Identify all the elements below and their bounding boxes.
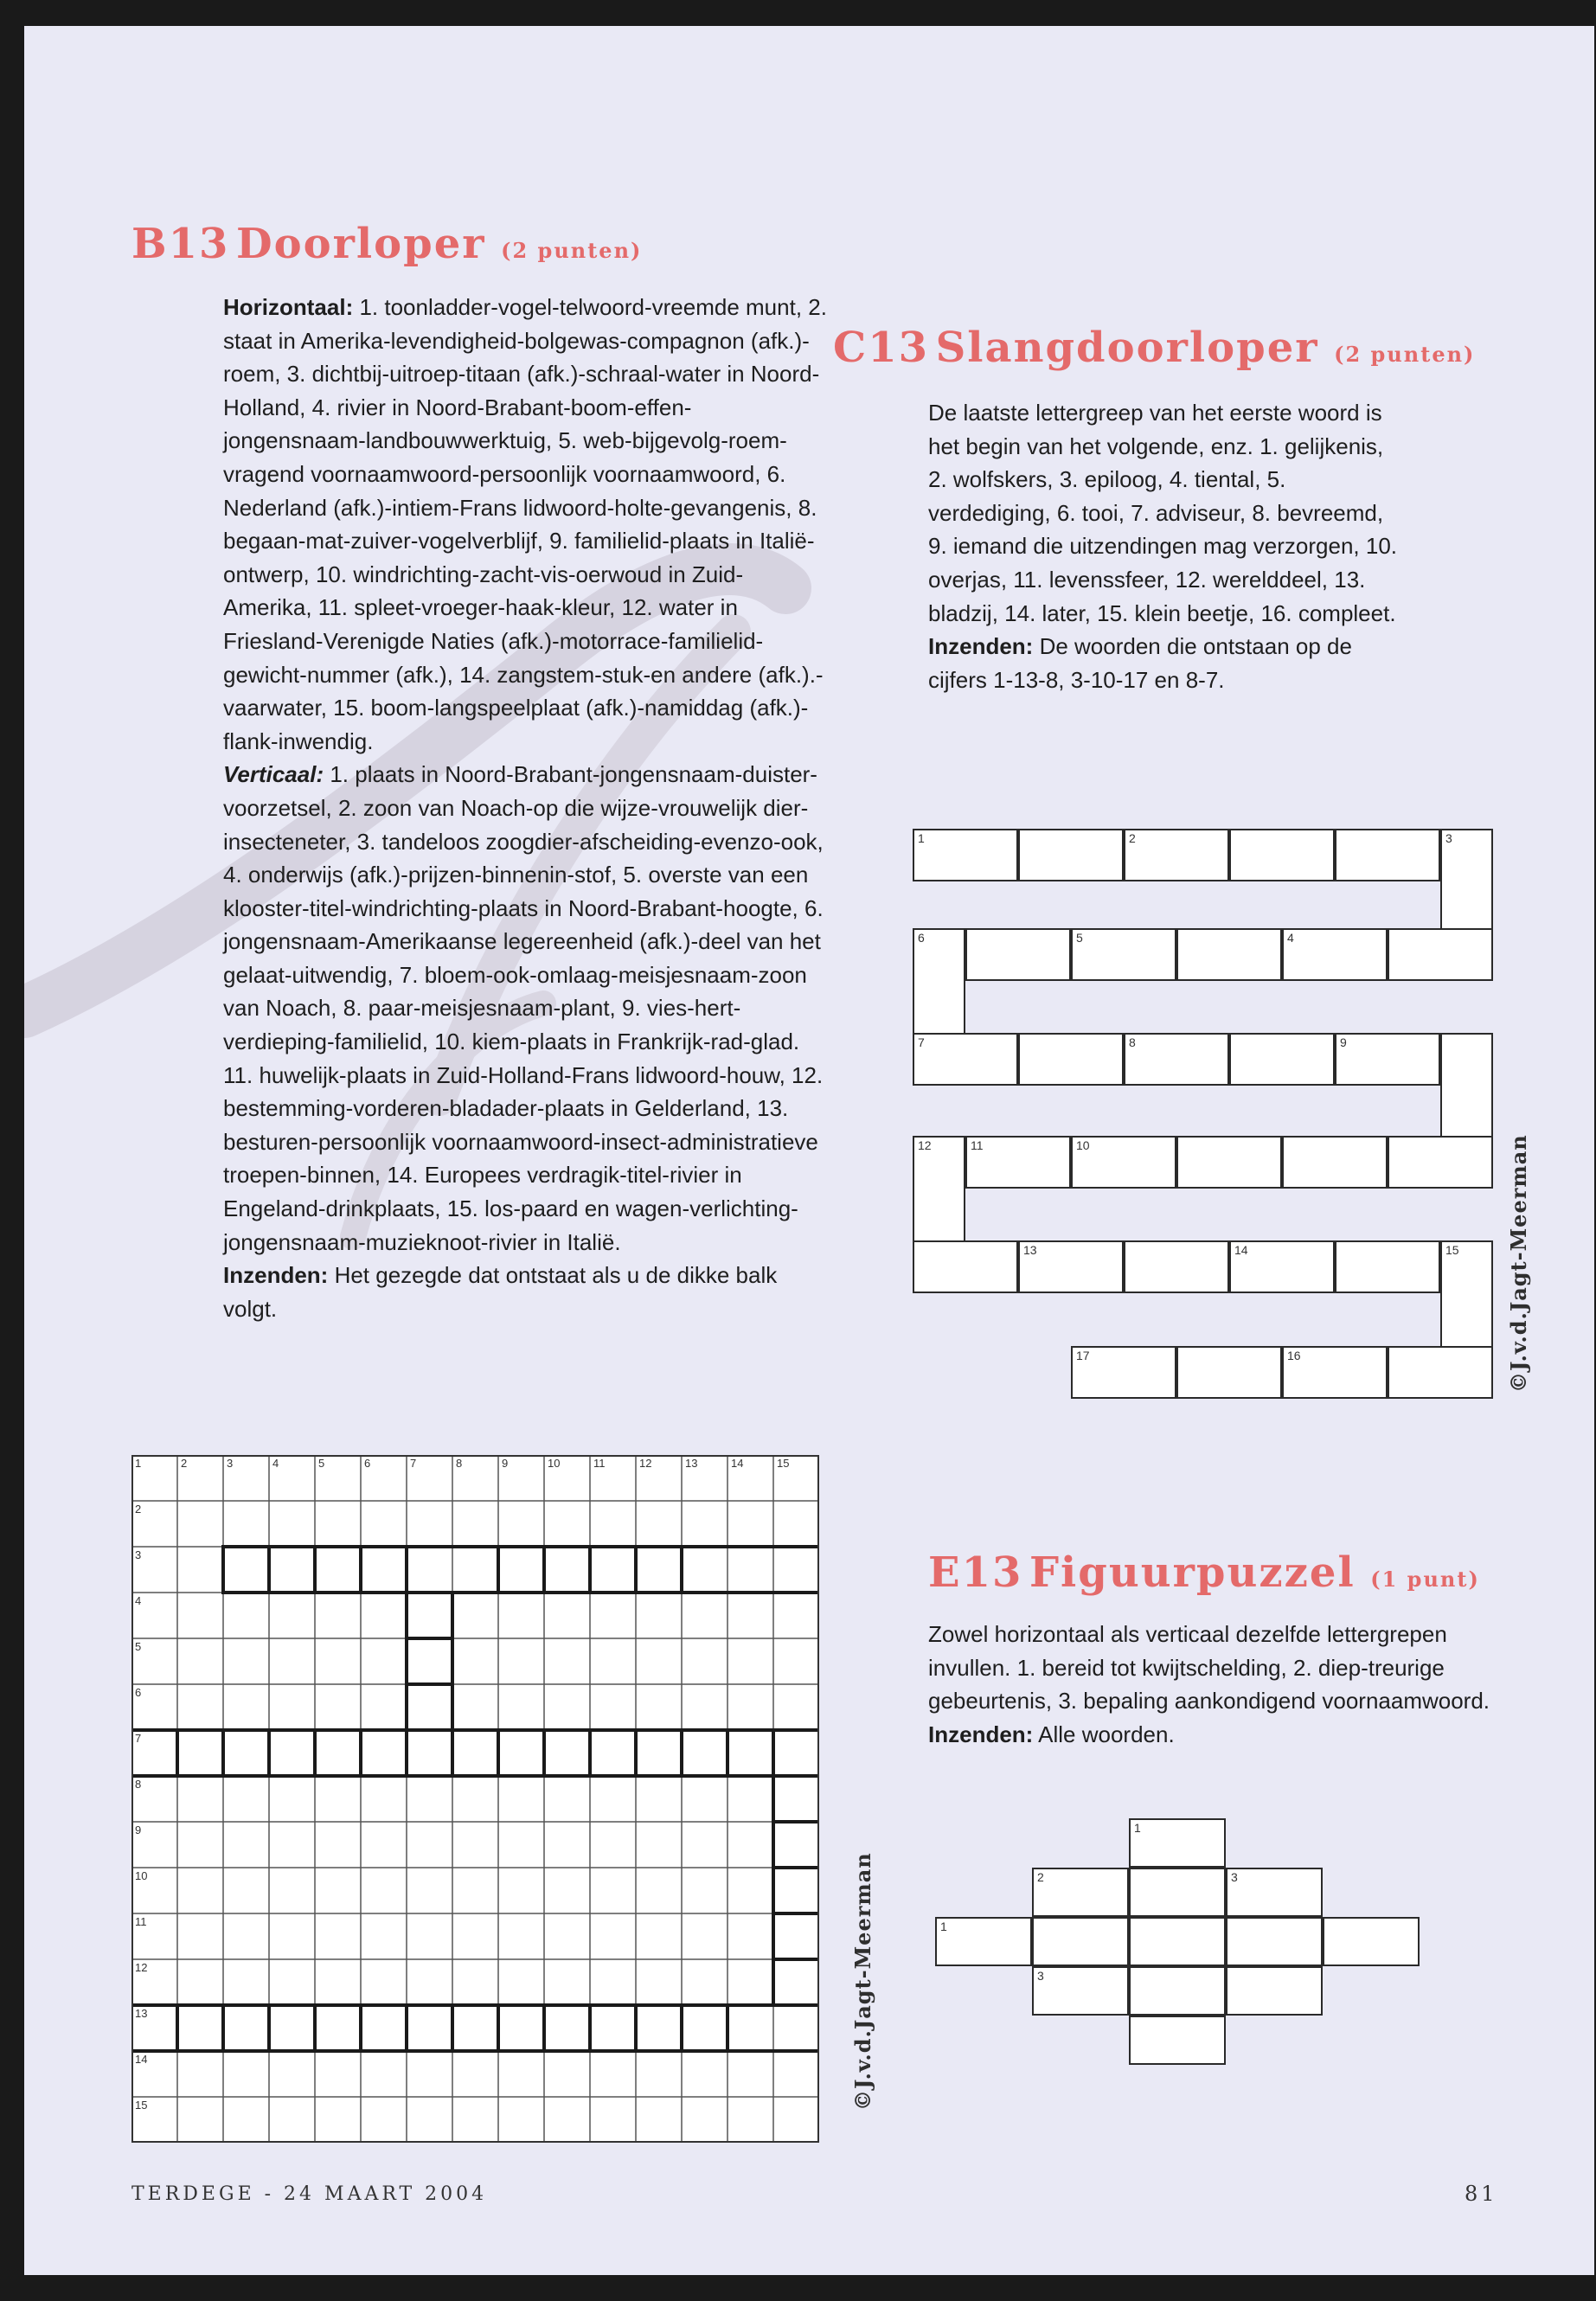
c13-cell[interactable] (913, 1136, 965, 1251)
e13-text: Zowel horizontaal als verticaal dezelfde lettergrepen invullen. 1. bereid tot kwijtschelding, 2. diep-treurige gebeurtenis, 3. bepaling aankondigend voornaamwoord. (928, 1621, 1490, 1715)
e13-points: (1 punt) (1370, 1567, 1480, 1592)
c13-cell[interactable] (1388, 1346, 1493, 1399)
b13-submit-label: Inzenden: (223, 1262, 329, 1289)
e13-cell[interactable] (1129, 1917, 1226, 1966)
c13-cell[interactable] (1440, 1033, 1493, 1145)
c13-cell[interactable] (1229, 1033, 1335, 1086)
c13-cell[interactable] (965, 928, 1071, 981)
c13-cell[interactable] (913, 829, 1018, 881)
c13-cell-number: 3 (1445, 831, 1452, 845)
b13-row-number: 10 (135, 1869, 148, 1882)
e13-cell[interactable] (1129, 1868, 1226, 1917)
b13-vertical-label: Verticaal: (223, 761, 324, 788)
b13-row-number: 6 (135, 1686, 142, 1699)
c13-cell-number: 17 (1076, 1349, 1090, 1362)
b13-row-number: 2 (135, 1503, 142, 1516)
b13-col-number: 6 (364, 1457, 371, 1470)
c13-cell-number: 2 (1129, 831, 1136, 845)
c13-cell[interactable] (1071, 1346, 1176, 1399)
c13-cell-number: 6 (918, 931, 925, 945)
c13-cell[interactable] (913, 928, 965, 1040)
c13-cell[interactable] (1124, 1240, 1229, 1293)
e13-cell[interactable] (1129, 1966, 1226, 2016)
b13-col-number: 13 (685, 1457, 698, 1470)
b13-col-number: 5 (318, 1457, 325, 1470)
b13-row-number: 13 (135, 2007, 148, 2020)
e13-cell-number: 1 (940, 1920, 947, 1933)
c13-credit: ©J.v.d.Jagt-Meerman (1506, 1134, 1531, 1393)
c13-cell-number: 4 (1287, 931, 1294, 945)
b13-col-number: 15 (777, 1457, 790, 1470)
c13-cell[interactable] (1176, 1136, 1282, 1189)
b13-col-number: 14 (731, 1457, 744, 1470)
c13-submit-label: Inzenden: (928, 633, 1034, 660)
c13-clue-list: 1. gelijkenis, 2. wolfskers, 3. epiloog, 4. tiental, 5. verdediging, 6. tooi, 7. adviseur, 8. bevreemd, 9. iemand die uitzendingen mag verzorgen, 10. overjas, 11. levenssfeer, 12. werelddeel, 13. bladzij, 14. later, 15. klein beetje, 16. compleet. (928, 433, 1398, 626)
e13-cell[interactable] (1032, 1966, 1129, 2016)
c13-cell-number: 16 (1287, 1349, 1301, 1362)
b13-col-number: 7 (410, 1457, 417, 1470)
b13-row-number: 7 (135, 1732, 142, 1745)
e13-cell[interactable] (1032, 1868, 1129, 1917)
c13-cell[interactable] (1335, 1033, 1440, 1086)
c13-cell[interactable] (1388, 928, 1493, 981)
e13-cell[interactable] (1226, 1868, 1323, 1917)
b13-col-number: 3 (227, 1457, 234, 1470)
e13-cell-number: 3 (1231, 1870, 1238, 1884)
b13-clues (223, 291, 829, 1325)
e13-cell-number: 3 (1037, 1969, 1044, 1983)
c13-cell-number: 14 (1234, 1243, 1248, 1257)
c13-cell[interactable] (1018, 1240, 1124, 1293)
e13-cell[interactable] (1226, 1917, 1323, 1966)
c13-cell[interactable] (1335, 829, 1440, 881)
c13-intro: De laatste lettergreep van het eerste woord is het begin van het volgende, enz. (928, 400, 1382, 459)
b13-row-number: 5 (135, 1640, 142, 1653)
c13-cell[interactable] (1176, 1346, 1282, 1399)
magazine-page (24, 26, 1594, 2275)
c13-cell[interactable] (1282, 1136, 1388, 1189)
e13-cell[interactable] (1129, 2016, 1226, 2065)
b13-row-number: 3 (135, 1548, 142, 1561)
c13-cell[interactable] (1440, 1240, 1493, 1356)
c13-cell-number: 1 (918, 831, 925, 845)
b13-horizontal-text: 1. toonladder-vogel-telwoord-vreemde munt, 2. staat in Amerika-levendigheid-bolgewas-compagnon (afk.)-roem, 3. dichtbij-uitroep-titaan (afk.)-schraal-water in Noord-Holland, 4. rivier in Noord-Brabant-boom-effen-jongensnaam-landbouwwerktuig, 5. web-bijgevolg-roem-vragend voornaamwoord-persoonlijk voornaamwoord, 6. Nederland (afk.)-intiem-Frans lidwoord-holte-gevangenis, 8. begaan-mat-zuiver-vogelverblijf, 9. familielid-plaats in Italië-ontwerp, 10. windrichting-zacht-vis-oerwoud in Zuid-Amerika, 11. spleet-vroeger-haak-kleur, 12. water in Friesland-Verenigde Naties (afk.)-motorrace-familielid-gewicht-nummer (afk.), 14. zangstem-stuk-en andere (afk.).-vaarwater, 15. boom-langspeelplaat (afk.)-namiddag (afk.)-flank-inwendig. (223, 294, 827, 754)
footer-page-number: 81 (1465, 2182, 1498, 2206)
c13-cell[interactable] (1229, 1240, 1335, 1293)
b13-credit: ©J.v.d.Jagt-Meerman (850, 1852, 875, 2111)
c13-cell[interactable] (1018, 829, 1124, 881)
footer-publication: TERDEGE - 24 MAART 2004 (131, 2183, 488, 2205)
b13-crossword-grid[interactable] (131, 1455, 819, 2143)
b13-row-number: 4 (135, 1594, 142, 1607)
b13-vertical-text: 1. plaats in Noord-Brabant-jongensnaam-duister-voorzetsel, 2. zoon van Noach-op die wijze-vrouwelijk dier-insecteneter, 3. tandeloos zoogdier-afscheiding-evenzo-ook, 4. onderwijs (afk.)-prijzen-binnenin-stof, 5. overste van een klooster-titel-windrichting-plaats in Noord-Brabant-hoogte, 6. jongensnaam-Amerikaanse legereenheid (afk.)-deel van het gelaat-uitwendig, 7. bloem-ook-omlaag-meisjesnaam-zoon van Noach, 8. paar-meisjesnaam-plant, 9. vies-hert-verdieping-familielid, 10. kiem-plaats in Frankrijk-rad-glad. 11. huwelijk-plaats in Zuid-Holland-Frans lidwoord-houw, 12. bestemming-vorderen-bladader-plaats in Gelderland, 13. besturen-persoonlijk voornaamwoord-insect-administratieve troepen-binnen, 14. Europees verdragik-titel-rivier in Engeland-drinkplaats, 15. los-paard en wagen-verlichting-jongensnaam-muzieknoot-rivier in Italië. (223, 761, 824, 1255)
b13-row-number: 14 (135, 2053, 148, 2066)
e13-cell-number: 1 (1134, 1821, 1141, 1835)
c13-cell[interactable] (913, 1033, 1018, 1086)
c13-cell-number: 10 (1076, 1138, 1090, 1152)
b13-heading (131, 220, 642, 268)
c13-heading (833, 324, 1475, 372)
b13-title: Doorloper (235, 220, 486, 268)
e13-cell[interactable] (1129, 1818, 1226, 1868)
c13-cell[interactable] (1071, 928, 1176, 981)
e13-heading (928, 1548, 1480, 1597)
b13-submit-text: Het gezegde dat ontstaat als u de dikke balk volgt. (223, 1262, 778, 1322)
c13-cell[interactable] (1018, 1033, 1124, 1086)
e13-cell[interactable] (1226, 1966, 1323, 2016)
c13-submit-text: De woorden die ontstaan op de cijfers 1-13-8, 3-10-17 en 8-7. (928, 633, 1352, 693)
c13-cell-number: 11 (971, 1138, 984, 1152)
c13-cell[interactable] (1282, 928, 1388, 981)
c13-cell-number: 15 (1445, 1243, 1459, 1257)
c13-cell[interactable] (1440, 829, 1493, 935)
c13-cell-number: 7 (918, 1035, 925, 1049)
c13-cell[interactable] (1282, 1346, 1388, 1399)
e13-cell[interactable] (1032, 1917, 1129, 1966)
e13-submit-label: Inzenden: (928, 1721, 1034, 1747)
c13-clues (928, 396, 1400, 696)
e13-clues (928, 1618, 1512, 1751)
c13-cell[interactable] (1388, 1136, 1493, 1189)
b13-col-number: 4 (272, 1457, 279, 1470)
c13-cell[interactable] (965, 1136, 1071, 1189)
e13-title: Figuurpuzzel (1029, 1548, 1356, 1597)
b13-col-number: 2 (181, 1457, 188, 1470)
b13-row-number: 12 (135, 1961, 148, 1974)
c13-cell[interactable] (913, 1240, 1018, 1293)
b13-code: B13 (131, 220, 230, 268)
c13-cell[interactable] (1229, 829, 1335, 881)
e13-cell-number: 2 (1037, 1870, 1044, 1884)
b13-grid-lines (131, 1455, 819, 2143)
b13-row-number: 15 (135, 2099, 148, 2112)
b13-horizontal-label: Horizontaal: (223, 294, 354, 320)
c13-title: Slangdoorloper (935, 324, 1319, 372)
c13-points: (2 punten) (1334, 342, 1476, 367)
c13-cell-number: 8 (1129, 1035, 1136, 1049)
b13-row-number: 8 (135, 1778, 142, 1791)
b13-col-number: 1 (135, 1457, 142, 1470)
c13-cell[interactable] (1071, 1136, 1176, 1189)
c13-cell-number: 9 (1340, 1035, 1347, 1049)
b13-col-number: 9 (502, 1457, 509, 1470)
c13-cell[interactable] (1176, 928, 1282, 981)
b13-row-number: 11 (135, 1915, 147, 1928)
b13-row-number: 9 (135, 1823, 142, 1836)
c13-cell-number: 5 (1076, 931, 1083, 945)
e13-submit-text: Alle woorden. (1033, 1721, 1175, 1747)
b13-col-number: 12 (639, 1457, 652, 1470)
c13-cell[interactable] (1124, 1033, 1229, 1086)
b13-col-number: 11 (593, 1457, 606, 1470)
c13-cell-number: 13 (1023, 1243, 1037, 1257)
b13-col-number: 8 (456, 1457, 463, 1470)
c13-cell[interactable] (1335, 1240, 1440, 1293)
b13-col-number: 10 (548, 1457, 561, 1470)
c13-cell-number: 12 (918, 1138, 932, 1152)
c13-cell[interactable] (1124, 829, 1229, 881)
c13-code: C13 (833, 324, 929, 372)
e13-cell[interactable] (935, 1917, 1032, 1966)
e13-cell[interactable] (1323, 1917, 1420, 1966)
b13-points: (2 punten) (501, 238, 643, 263)
e13-code: E13 (928, 1548, 1023, 1597)
